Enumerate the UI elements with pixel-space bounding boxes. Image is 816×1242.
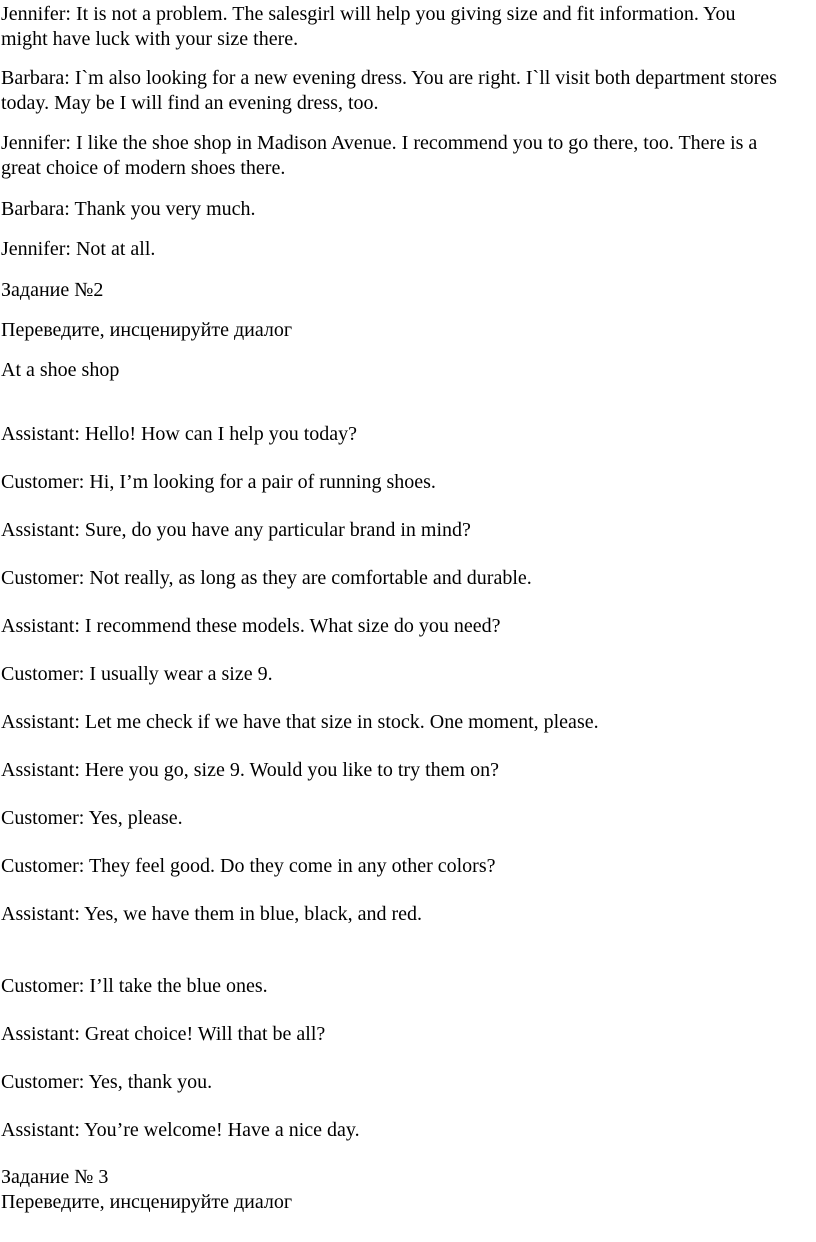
instruction-line: Переведите, инсценируйте диалог	[1, 319, 293, 341]
section-heading: Задание №2	[1, 279, 104, 301]
text-line: today. May be I will find an evening dress, too.	[1, 92, 379, 114]
dialog-line: Customer: They feel good. Do they come in any other colors?	[1, 855, 496, 877]
text-line: Jennifer: I like the shoe shop in Madison Avenue. I recommend you to go there, too. There is a	[1, 132, 758, 154]
dialog-line: Assistant: Here you go, size 9. Would you like to try them on?	[1, 759, 499, 781]
text-line: might have luck with your size there.	[1, 28, 299, 50]
dialog-line: Assistant: Great choice! Will that be all?	[1, 1023, 326, 1045]
dialog-line: Customer: Hi, I’m looking for a pair of running shoes.	[1, 471, 436, 493]
text-line: great choice of modern shoes there.	[1, 157, 286, 179]
dialog-line: Assistant: I recommend these models. What size do you need?	[1, 615, 501, 637]
text-line: Barbara: Thank you very much.	[1, 198, 256, 220]
dialog-line: Customer: Yes, thank you.	[1, 1071, 213, 1093]
text-line: Barbara: I`m also looking for a new evening dress. You are right. I`ll visit both department stores	[1, 67, 777, 89]
dialog-line: Assistant: You’re welcome! Have a nice day.	[1, 1119, 360, 1141]
dialog-line: Customer: I usually wear a size 9.	[1, 663, 273, 685]
section-heading: Задание № 3	[1, 1166, 109, 1188]
dialog-line: Assistant: Sure, do you have any particular brand in mind?	[1, 519, 471, 541]
dialog-line: Customer: I’ll take the blue ones.	[1, 975, 268, 997]
text-line: Jennifer: Not at all.	[1, 238, 156, 260]
instruction-line: Переведите, инсценируйте диалог	[1, 1191, 293, 1213]
dialog-line: Assistant: Let me check if we have that size in stock. One moment, please.	[1, 711, 599, 733]
dialog-line: Customer: Yes, please.	[1, 807, 183, 829]
dialog-line: Assistant: Hello! How can I help you today?	[1, 423, 358, 445]
text-line: Jennifer: It is not a problem. The salesgirl will help you giving size and fit information. You	[1, 3, 736, 25]
dialog-line: Customer: Not really, as long as they are comfortable and durable.	[1, 567, 532, 589]
dialog-line: Assistant: Yes, we have them in blue, black, and red.	[1, 903, 423, 925]
dialog-title: At a shoe shop	[1, 359, 120, 381]
